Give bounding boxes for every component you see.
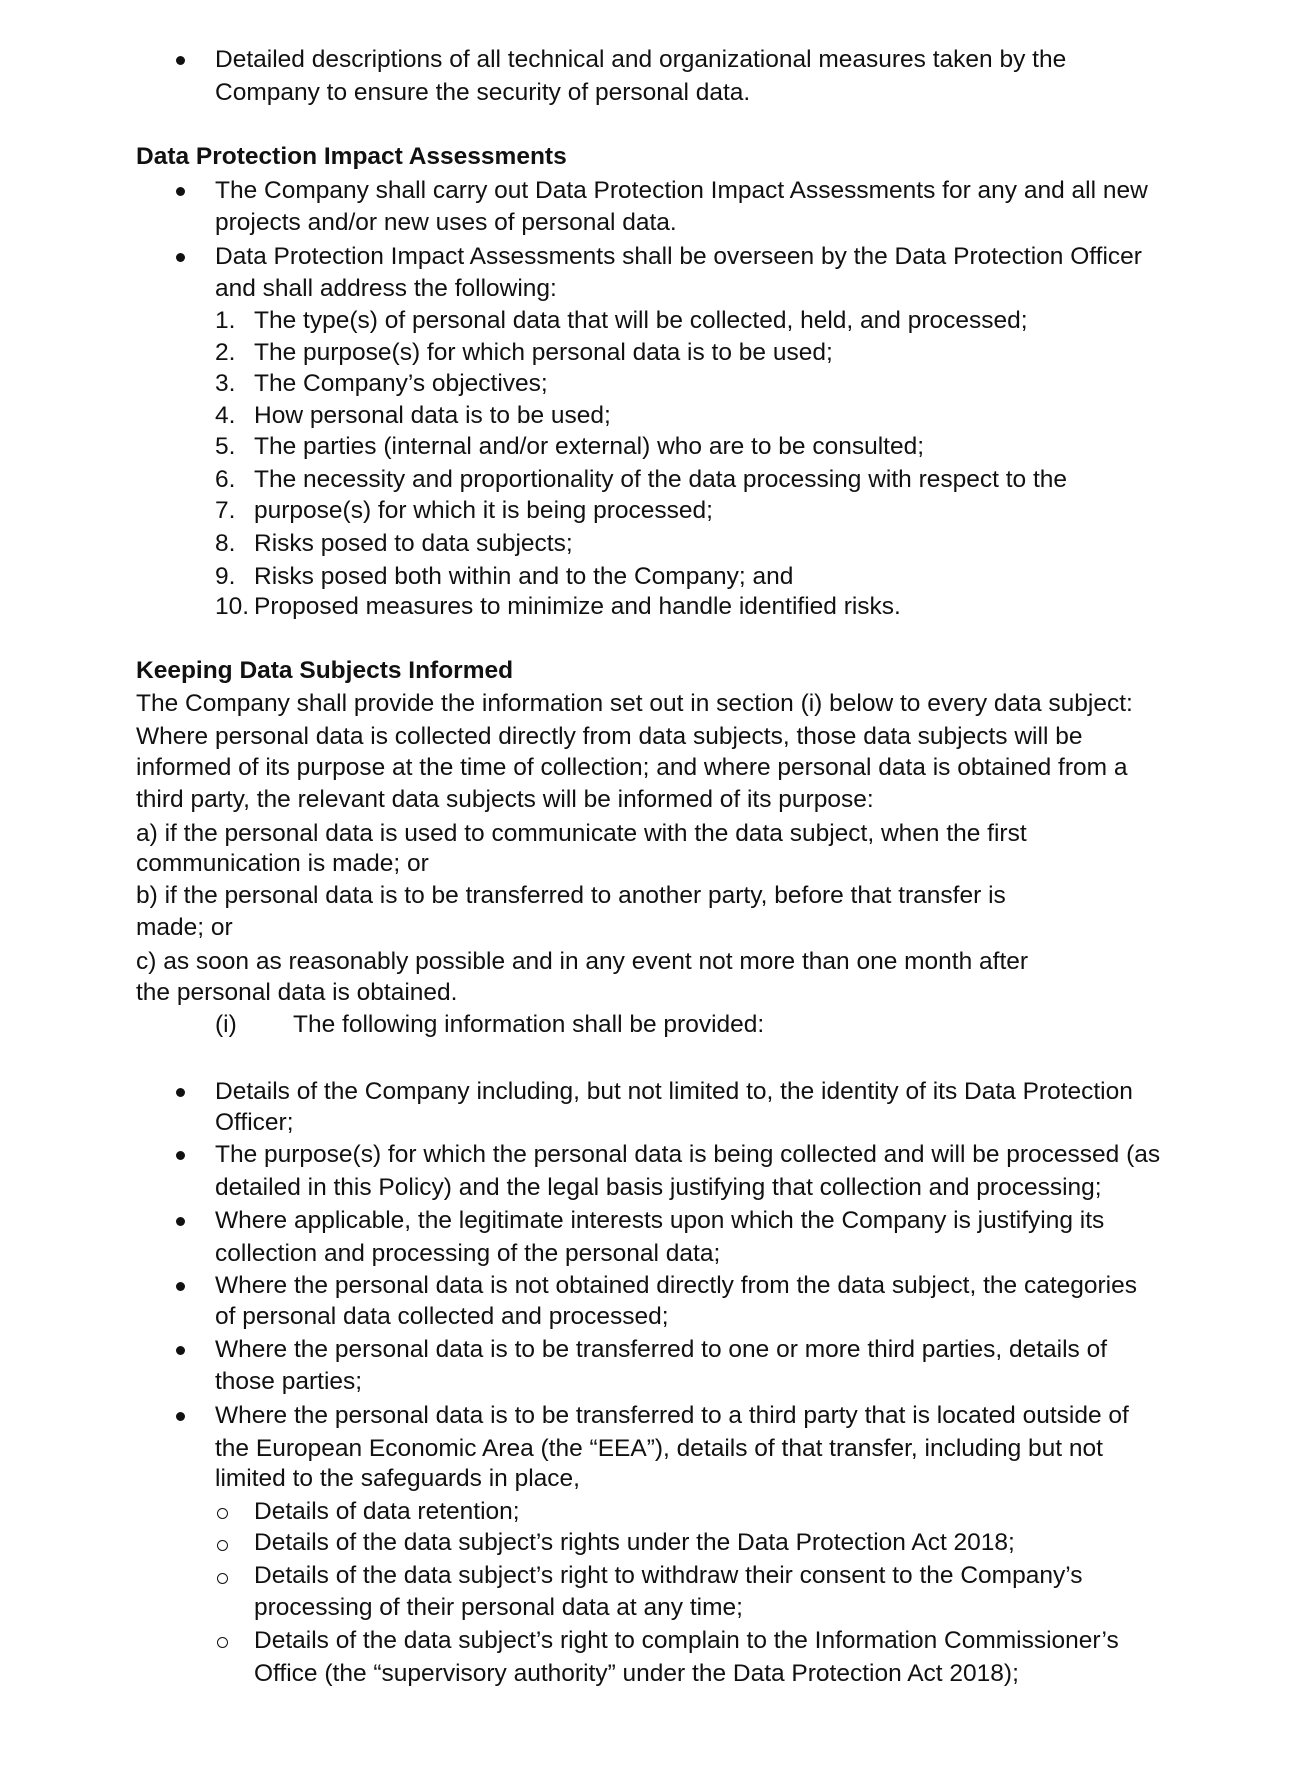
- list-item: The Company’s objectives;: [254, 370, 548, 397]
- paragraph-line: b) if the personal data is to be transferred to another party, before that transfer is: [136, 882, 1006, 909]
- hollow-bullet-icon: [217, 1540, 228, 1551]
- hollow-bullet-icon: [217, 1508, 228, 1519]
- bullet-icon: [176, 56, 185, 65]
- paragraph-line: Where personal data is collected directly from data subjects, those data subjects will be: [136, 723, 1083, 750]
- paragraph-line: third party, the relevant data subjects will be informed of its purpose:: [136, 786, 874, 813]
- list-number: 3.: [215, 370, 236, 397]
- bullet-icon: [176, 1412, 185, 1421]
- list-item: Risks posed to data subjects;: [254, 530, 573, 557]
- info-bullet-line: Where the personal data is to be transferred to one or more third parties, details of: [215, 1336, 1108, 1363]
- bullet-icon: [176, 1088, 185, 1097]
- bullet-icon: [176, 1282, 185, 1291]
- bullet-icon: [176, 1346, 185, 1355]
- list-item: The purpose(s) for which personal data is to be used;: [254, 339, 833, 366]
- list-number: 6.: [215, 466, 236, 493]
- info-bullet-line: detailed in this Policy) and the legal basis justifying that collection and processing;: [215, 1174, 1102, 1201]
- bullet-icon: [176, 1217, 185, 1226]
- paragraph-line: made; or: [136, 914, 233, 941]
- sub-bullet-line: processing of their personal data at any time;: [254, 1594, 743, 1621]
- info-bullet-line: Officer;: [215, 1109, 294, 1136]
- info-bullet-line: the European Economic Area (the “EEA”), details of that transfer, including but not: [215, 1435, 1103, 1462]
- list-item: The necessity and proportionality of the data processing with respect to the: [254, 466, 1068, 493]
- intro-bullet-line: Company to ensure the security of personal data.: [215, 79, 751, 106]
- paragraph-line: communication is made; or: [136, 850, 429, 877]
- info-bullet-line: those parties;: [215, 1368, 363, 1395]
- list-item: purpose(s) for which it is being processed;: [254, 497, 713, 524]
- subsection-marker: (i): [215, 1011, 237, 1038]
- list-number: 5.: [215, 433, 236, 460]
- list-item: Risks posed both within and to the Company; and: [254, 563, 794, 590]
- sub-bullet-line: Details of the data subject’s rights under the Data Protection Act 2018;: [254, 1529, 1015, 1556]
- sub-bullet-line: Office (the “supervisory authority” under the Data Protection Act 2018);: [254, 1660, 1019, 1687]
- paragraph-line: informed of its purpose at the time of collection; and where personal data is obtained from a: [136, 754, 1128, 781]
- dpia-bullet-line: Data Protection Impact Assessments shall be overseen by the Data Protection Officer: [215, 243, 1142, 270]
- info-bullet-line: Where the personal data is to be transferred to a third party that is located outside of: [215, 1402, 1129, 1429]
- sub-bullet-line: Details of the data subject’s right to complain to the Information Commissioner’s: [254, 1627, 1119, 1654]
- info-bullet-line: The purpose(s) for which the personal data is being collected and will be processed (as: [215, 1141, 1161, 1168]
- list-item: Proposed measures to minimize and handle identified risks.: [254, 593, 901, 620]
- bullet-icon: [176, 253, 185, 262]
- paragraph-line: c) as soon as reasonably possible and in any event not more than one month after: [136, 948, 1029, 975]
- dpia-bullet-line: and shall address the following:: [215, 275, 557, 302]
- intro-bullet-line: Detailed descriptions of all technical and organizational measures taken by the: [215, 46, 1067, 73]
- hollow-bullet-icon: [217, 1573, 228, 1584]
- list-item: How personal data is to be used;: [254, 402, 611, 429]
- list-number: 2.: [215, 339, 236, 366]
- info-bullet-line: of personal data collected and processed;: [215, 1303, 669, 1330]
- list-number: 1.: [215, 307, 236, 334]
- list-item: The type(s) of personal data that will be collected, held, and processed;: [254, 307, 1028, 334]
- list-number: 4.: [215, 402, 236, 429]
- paragraph-line: The Company shall provide the information set out in section (i) below to every data subject:: [136, 690, 1133, 717]
- list-number: 9.: [215, 563, 236, 590]
- list-number: 10.: [215, 593, 250, 620]
- section-heading-dpia: Data Protection Impact Assessments: [136, 143, 567, 170]
- dpia-bullet-line: projects and/or new uses of personal data.: [215, 209, 677, 236]
- info-bullet-line: Where applicable, the legitimate interests upon which the Company is justifying its: [215, 1207, 1105, 1234]
- list-number: 7.: [215, 497, 236, 524]
- info-bullet-line: limited to the safeguards in place,: [215, 1465, 580, 1492]
- dpia-bullet-line: The Company shall carry out Data Protection Impact Assessments for any and all new: [215, 177, 1148, 204]
- paragraph-line: the personal data is obtained.: [136, 979, 458, 1006]
- bullet-icon: [176, 1151, 185, 1160]
- section-heading-informed: Keeping Data Subjects Informed: [136, 657, 514, 684]
- hollow-bullet-icon: [217, 1637, 228, 1648]
- list-number: 8.: [215, 530, 236, 557]
- info-bullet-line: Details of the Company including, but not limited to, the identity of its Data Protection: [215, 1078, 1133, 1105]
- paragraph-line: a) if the personal data is used to communicate with the data subject, when the first: [136, 820, 1027, 847]
- subsection-text: The following information shall be provided:: [293, 1011, 765, 1038]
- info-bullet-line: Where the personal data is not obtained directly from the data subject, the categories: [215, 1272, 1138, 1299]
- bullet-icon: [176, 187, 185, 196]
- sub-bullet-line: Details of data retention;: [254, 1498, 520, 1525]
- list-item: The parties (internal and/or external) who are to be consulted;: [254, 433, 925, 460]
- info-bullet-line: collection and processing of the personal data;: [215, 1240, 721, 1267]
- sub-bullet-line: Details of the data subject’s right to withdraw their consent to the Company’s: [254, 1562, 1083, 1589]
